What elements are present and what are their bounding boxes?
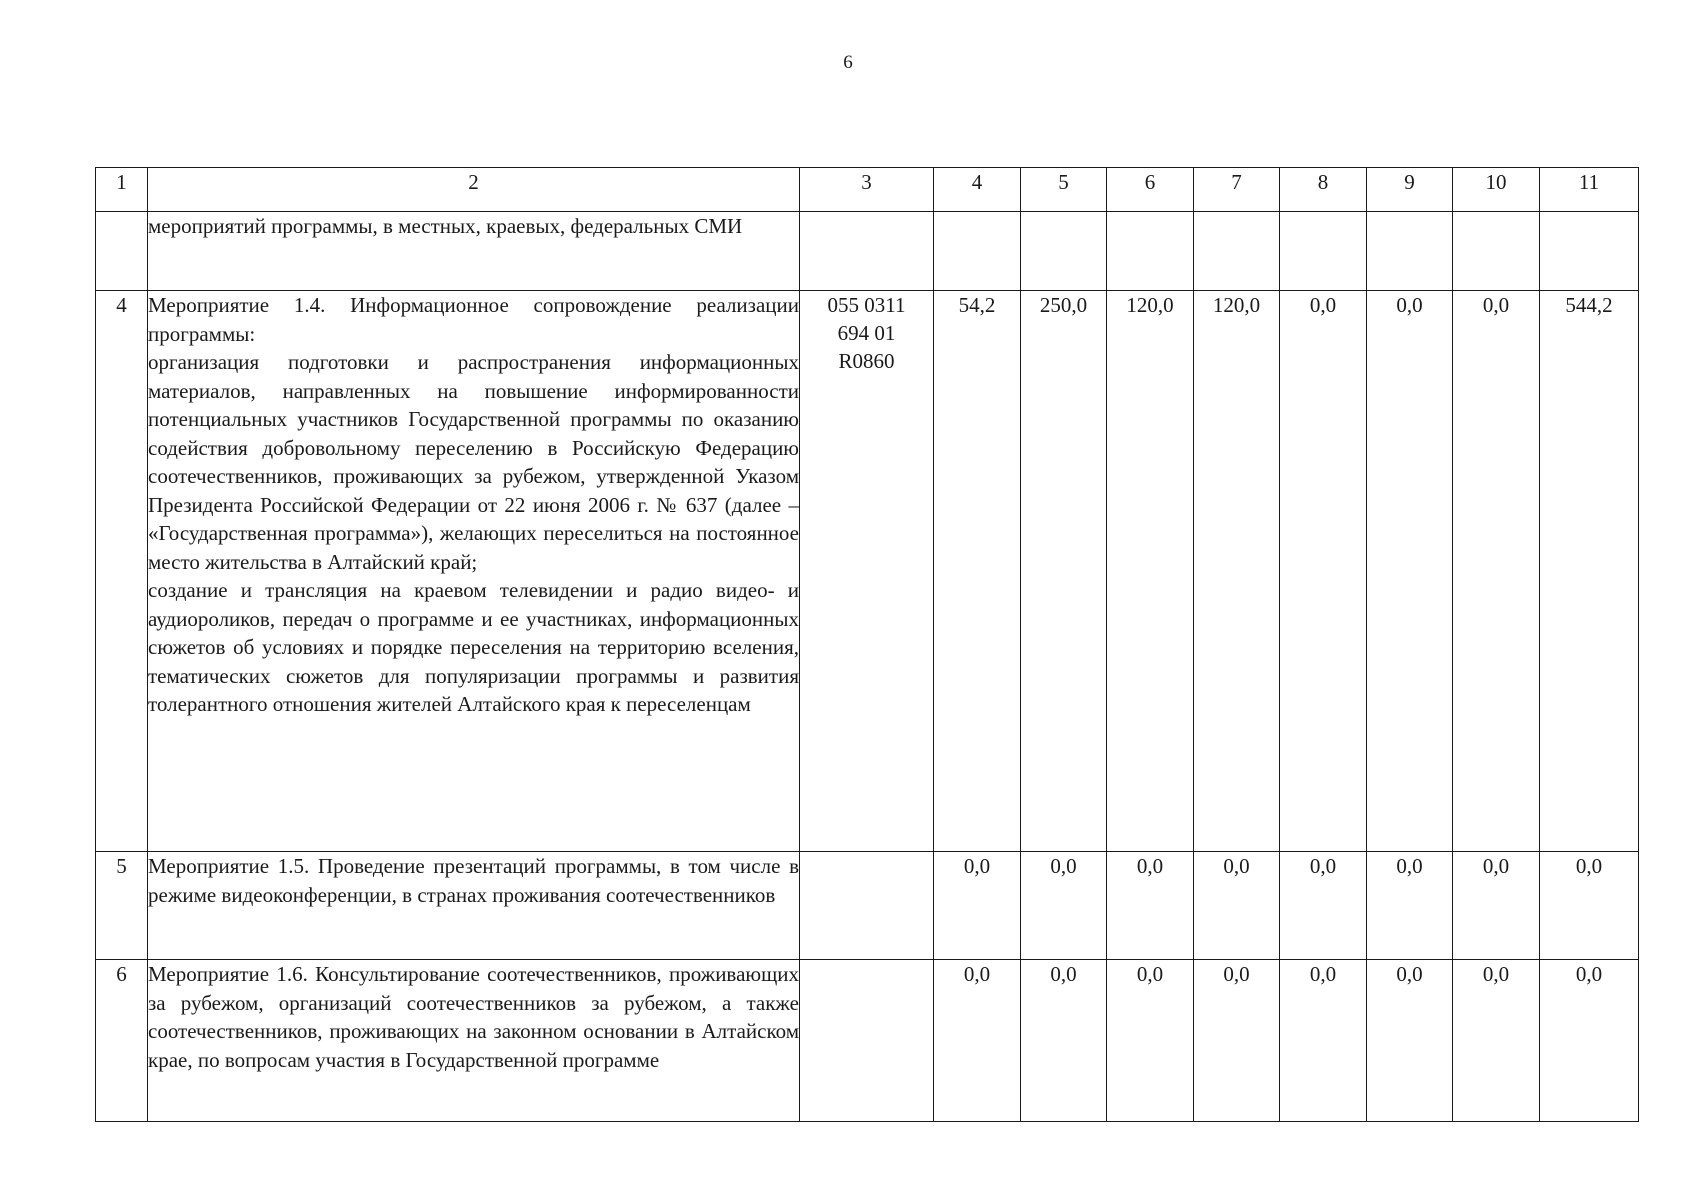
value-cell: 0,0 (1021, 960, 1107, 1122)
value-cell: 0,0 (1194, 852, 1280, 960)
value-cell: 0,0 (1021, 852, 1107, 960)
col-header-8: 8 (1280, 168, 1367, 212)
col-header-2: 2 (148, 168, 800, 212)
value-cell: 0,0 (1453, 291, 1540, 852)
budget-table (95, 167, 1639, 1122)
col-header-7: 7 (1194, 168, 1280, 212)
value-cell: 0,0 (1280, 291, 1367, 852)
row-description (148, 291, 800, 852)
value-cell: 120,0 (1194, 291, 1280, 852)
table-row (96, 291, 1639, 852)
value-cell: 544,2 (1540, 291, 1639, 852)
continuation-row (96, 212, 1639, 291)
row-title: Мероприятие 1.4. Информационное сопровождение реализации программы: (148, 293, 799, 346)
page-number: 6 (843, 52, 853, 73)
value-cell: 0,0 (1107, 960, 1194, 1122)
row-number: 4 (96, 291, 148, 852)
value-cell: 0,0 (1280, 852, 1367, 960)
value-cell: 54,2 (934, 291, 1021, 852)
budget-code-line: R0860 (838, 349, 895, 373)
value-cell: 0,0 (934, 960, 1021, 1122)
value-cell: 0,0 (1453, 852, 1540, 960)
row-paragraph-1: организация подготовки и распространения информационных материалов, направленных на повышение информированности потенциальных участников Государственной программы по оказанию содействия добровольному переселению в Российскую Федерацию соотечественников, проживающих за рубежом, утвержденной Указом Президента Российской Федерации от 22 июня 2006 г. № 637 (далее – «Государственная программа»), желающих переселиться на постоянное место жительства в Алтайский край; (148, 350, 799, 574)
table-row (96, 852, 1639, 960)
value-cell: 120,0 (1107, 291, 1194, 852)
col-header-1: 1 (96, 168, 148, 212)
row-paragraph-2: создание и трансляция на краевом телевидении и радио видео- и аудиороликов, передач о программе и ее участниках, информационных сюжетов об условиях и порядке переселения на территорию вселения, тематических сюжетов для популяризации программы и развития толерантного отношения жителей Алтайского края к переселенцам (148, 578, 799, 716)
value-cell: 0,0 (1540, 960, 1639, 1122)
row-description: Мероприятие 1.6. Консультирование соотечественников, проживающих за рубежом, организаций соотечественников за рубежом, а также соотечественников, проживающих на законном основании в Алтайском крае, по вопросам участия в Государственной программе (148, 960, 800, 1122)
col-header-6: 6 (1107, 168, 1194, 212)
row-number: 5 (96, 852, 148, 960)
header-row (96, 168, 1639, 212)
value-cell: 0,0 (1367, 960, 1453, 1122)
value-cell: 0,0 (1540, 852, 1639, 960)
value-cell: 250,0 (1021, 291, 1107, 852)
value-cell: 0,0 (1107, 852, 1194, 960)
row-number-cell (96, 212, 148, 291)
budget-code (800, 291, 934, 852)
col-header-5: 5 (1021, 168, 1107, 212)
continuation-text: мероприятий программы, в местных, краевых, федеральных СМИ (148, 212, 800, 291)
value-cell: 0,0 (1367, 852, 1453, 960)
value-cell: 0,0 (1194, 960, 1280, 1122)
budget-code (800, 852, 934, 960)
col-header-4: 4 (934, 168, 1021, 212)
row-description: Мероприятие 1.5. Проведение презентаций программы, в том числе в режиме видеоконференции, в странах проживания соотечественников (148, 852, 800, 960)
col-header-3: 3 (800, 168, 934, 212)
table-row (96, 960, 1639, 1122)
col-header-10: 10 (1453, 168, 1540, 212)
value-cell: 0,0 (934, 852, 1021, 960)
budget-code (800, 960, 934, 1122)
value-cell: 0,0 (1453, 960, 1540, 1122)
col-header-11: 11 (1540, 168, 1639, 212)
value-cell: 0,0 (1367, 291, 1453, 852)
value-cell: 0,0 (1280, 960, 1367, 1122)
budget-code-line: 055 0311 (827, 293, 906, 317)
col-header-9: 9 (1367, 168, 1453, 212)
budget-code-line: 694 01 (837, 321, 896, 345)
row-number: 6 (96, 960, 148, 1122)
